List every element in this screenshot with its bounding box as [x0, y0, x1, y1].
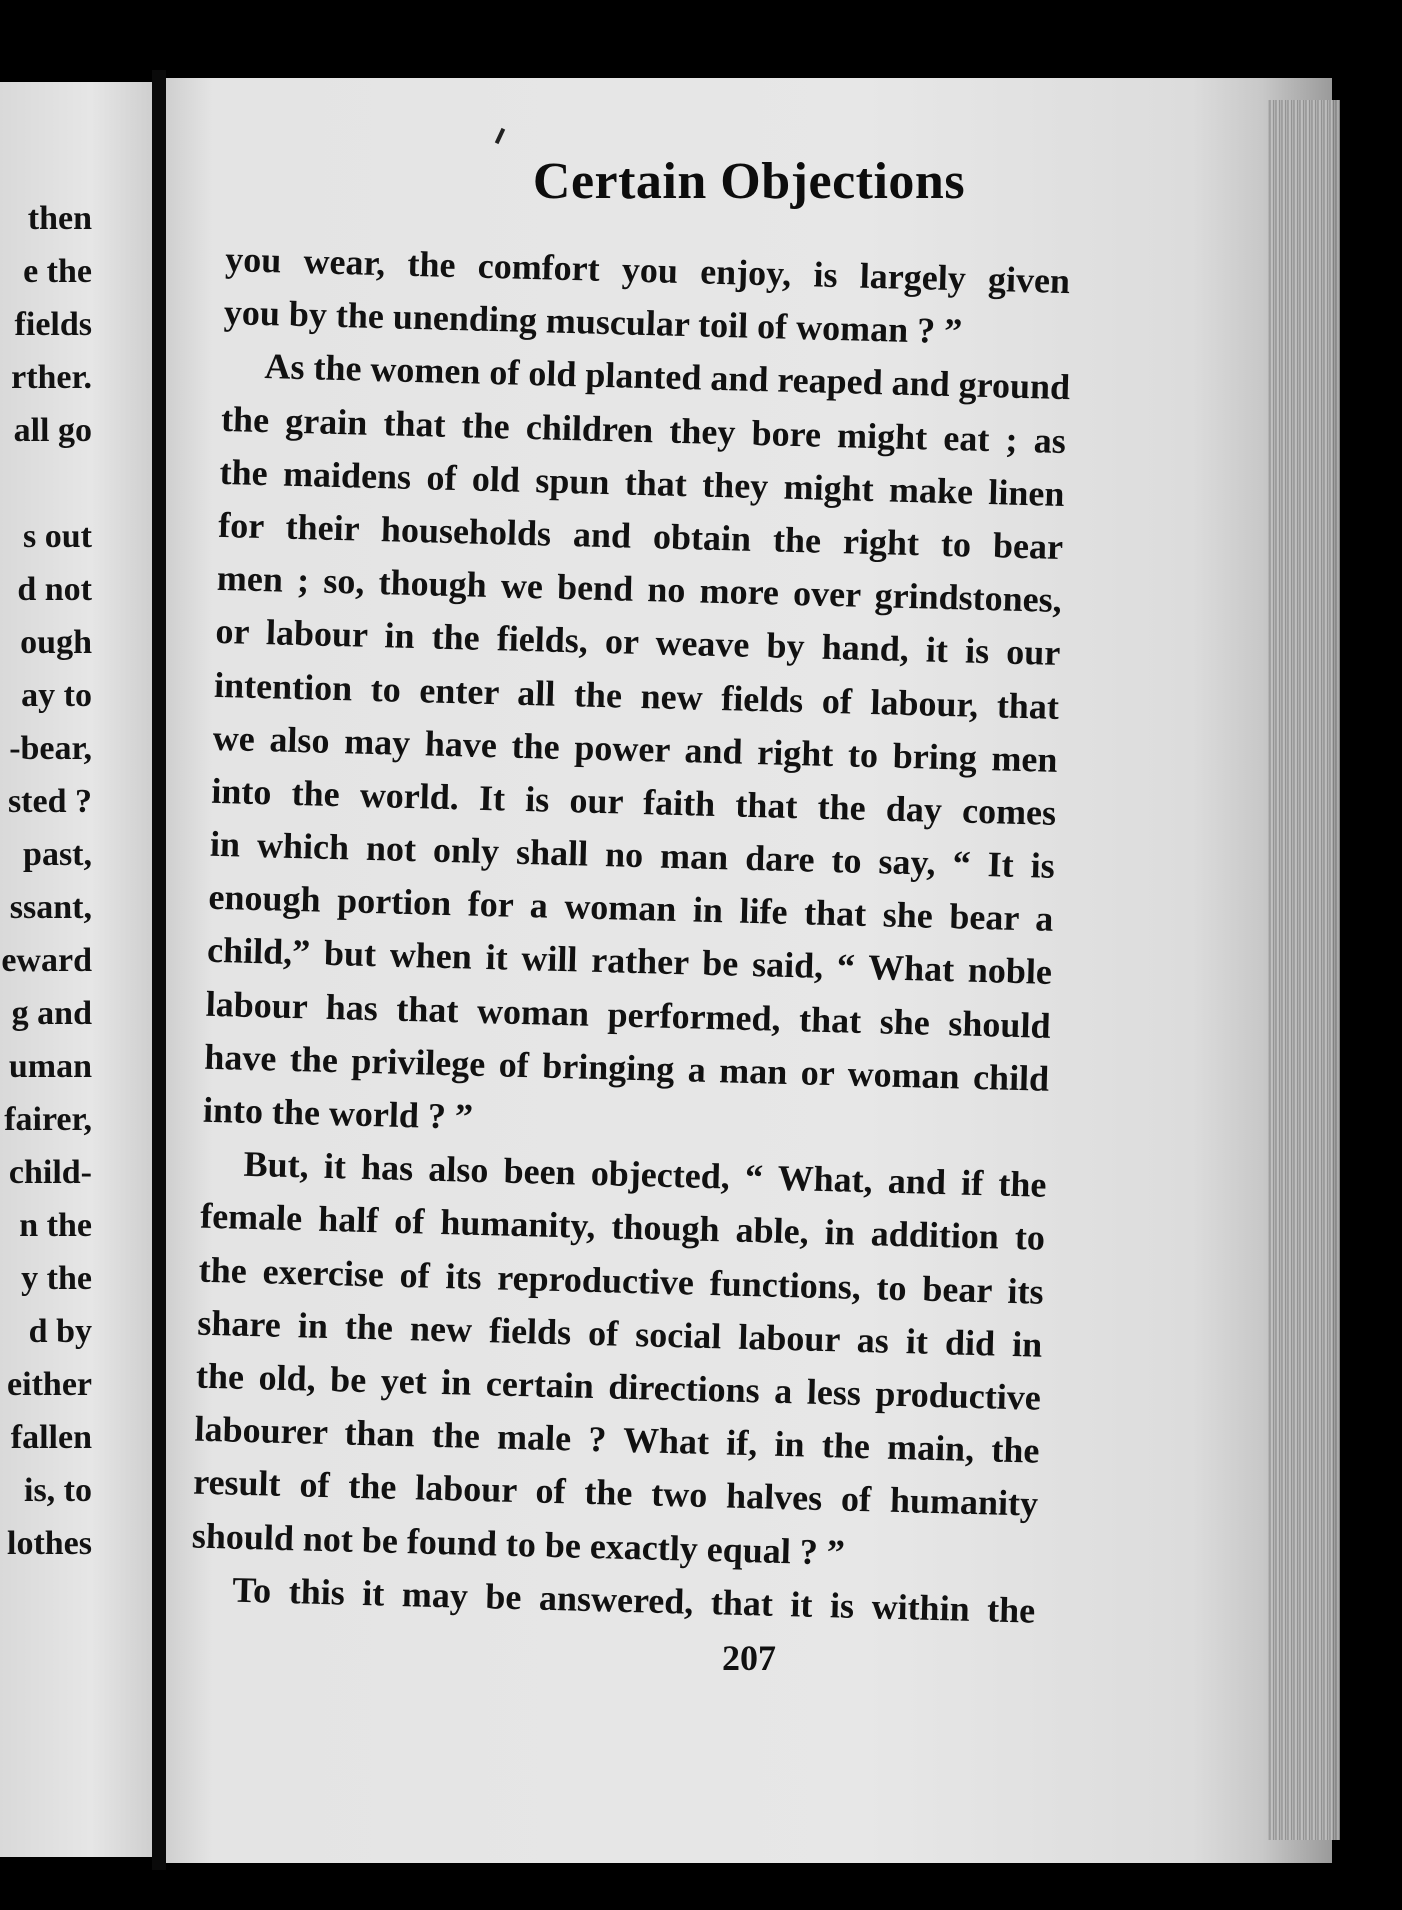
text-line: into the world. It is our faith that the day comes — [210, 770, 1057, 833]
text-line: men ; so, though we bend no more over grindstones, — [216, 558, 1063, 621]
text-line: you by the unending muscular toil of woman ? ” — [223, 292, 963, 352]
text-line: in which not only shall no man dare to say, “ It is — [209, 823, 1056, 886]
text-line: labour has that woman performed, that she should — [205, 983, 1052, 1046]
text-line: child,” but when it will rather be said, “ What noble — [206, 930, 1053, 993]
text-line: share in the new fields of social labour as it did in — [196, 1302, 1043, 1365]
left-page-fragment: fairer, — [4, 1101, 92, 1138]
left-page-fragment: eward — [1, 942, 92, 979]
text-line: To this it may be answered, that it is within the — [231, 1569, 1036, 1631]
left-page-fragment: sted ? — [7, 783, 92, 820]
text-line: the old, be yet in certain directions a less productive — [195, 1355, 1042, 1418]
left-page-fragment: is, to — [24, 1472, 92, 1509]
text-line: have the privilege of bringing a man or woman child — [203, 1036, 1050, 1099]
text-line: female half of humanity, though able, in addition to — [199, 1196, 1046, 1259]
ink-mark — [495, 128, 505, 144]
book-page — [166, 78, 1332, 1863]
left-page-fragment: e the — [23, 253, 92, 290]
text-line: As the women of old planted and reaped and ground — [263, 346, 1071, 408]
left-page-fragment: rther. — [11, 359, 92, 396]
left-page-fragment: ough — [20, 624, 92, 661]
left-page-fragment: ay to — [21, 677, 92, 714]
left-page-fragment: past, — [23, 836, 92, 873]
left-page-fragment: n the — [19, 1207, 92, 1244]
left-page-fragment: all go — [13, 412, 92, 449]
book-gutter — [152, 70, 166, 1870]
left-page-fragment: fields — [14, 306, 92, 343]
left-page-fragment: -bear, — [9, 730, 92, 767]
left-page-fragment: lothes — [7, 1525, 92, 1562]
page-edges — [1268, 100, 1340, 1840]
text-line: the maidens of old spun that they might make linen — [219, 451, 1065, 514]
left-page-fragment: ssant, — [9, 889, 92, 926]
text-line: enough portion for a woman in life that she bear a — [208, 877, 1054, 940]
text-line: we also may have the power and right to bring men — [212, 717, 1059, 780]
text-line: intention to enter all the new fields of labour, that — [213, 664, 1060, 727]
text-line: But, it has also been objected, “ What, and if the — [243, 1143, 1047, 1205]
text-line: you wear, the comfort you enjoy, is largely given — [224, 238, 1071, 302]
body-text — [190, 233, 1071, 1638]
text-line: or labour in the fields, or weave by hand, it is our — [215, 611, 1061, 674]
left-page-fragment: d not — [17, 571, 92, 608]
left-page-fragment: child- — [8, 1154, 92, 1191]
running-head: Certain Objections — [532, 153, 966, 210]
left-page-fragment: either — [7, 1366, 92, 1403]
text-line: should not be found to be exactly equal ? ” — [191, 1515, 846, 1573]
text-line: result of the labour of the two halves of humanity — [192, 1461, 1039, 1524]
page-number: 207 — [722, 1638, 776, 1678]
left-page-fragment: uman — [8, 1048, 92, 1085]
left-page-fragment: fallen — [10, 1419, 92, 1456]
left-facing-page — [0, 82, 152, 1857]
left-page-fragment: then — [27, 200, 92, 237]
text-line: for their households and obtain the right to bear — [217, 504, 1064, 567]
left-page-fragment: d by — [28, 1313, 92, 1350]
left-page-fragment: g and — [11, 995, 92, 1032]
text-line: the grain that the children they bore might eat ; as — [220, 398, 1067, 461]
text-line: into the world ? ” — [202, 1089, 474, 1137]
text-line: the exercise of its reproductive functions, to bear its — [198, 1249, 1045, 1312]
left-page-fragment: s out — [23, 518, 92, 555]
left-page-fragment: y the — [21, 1260, 92, 1297]
text-line: labourer than the male ? What if, in the main, the — [194, 1408, 1040, 1471]
